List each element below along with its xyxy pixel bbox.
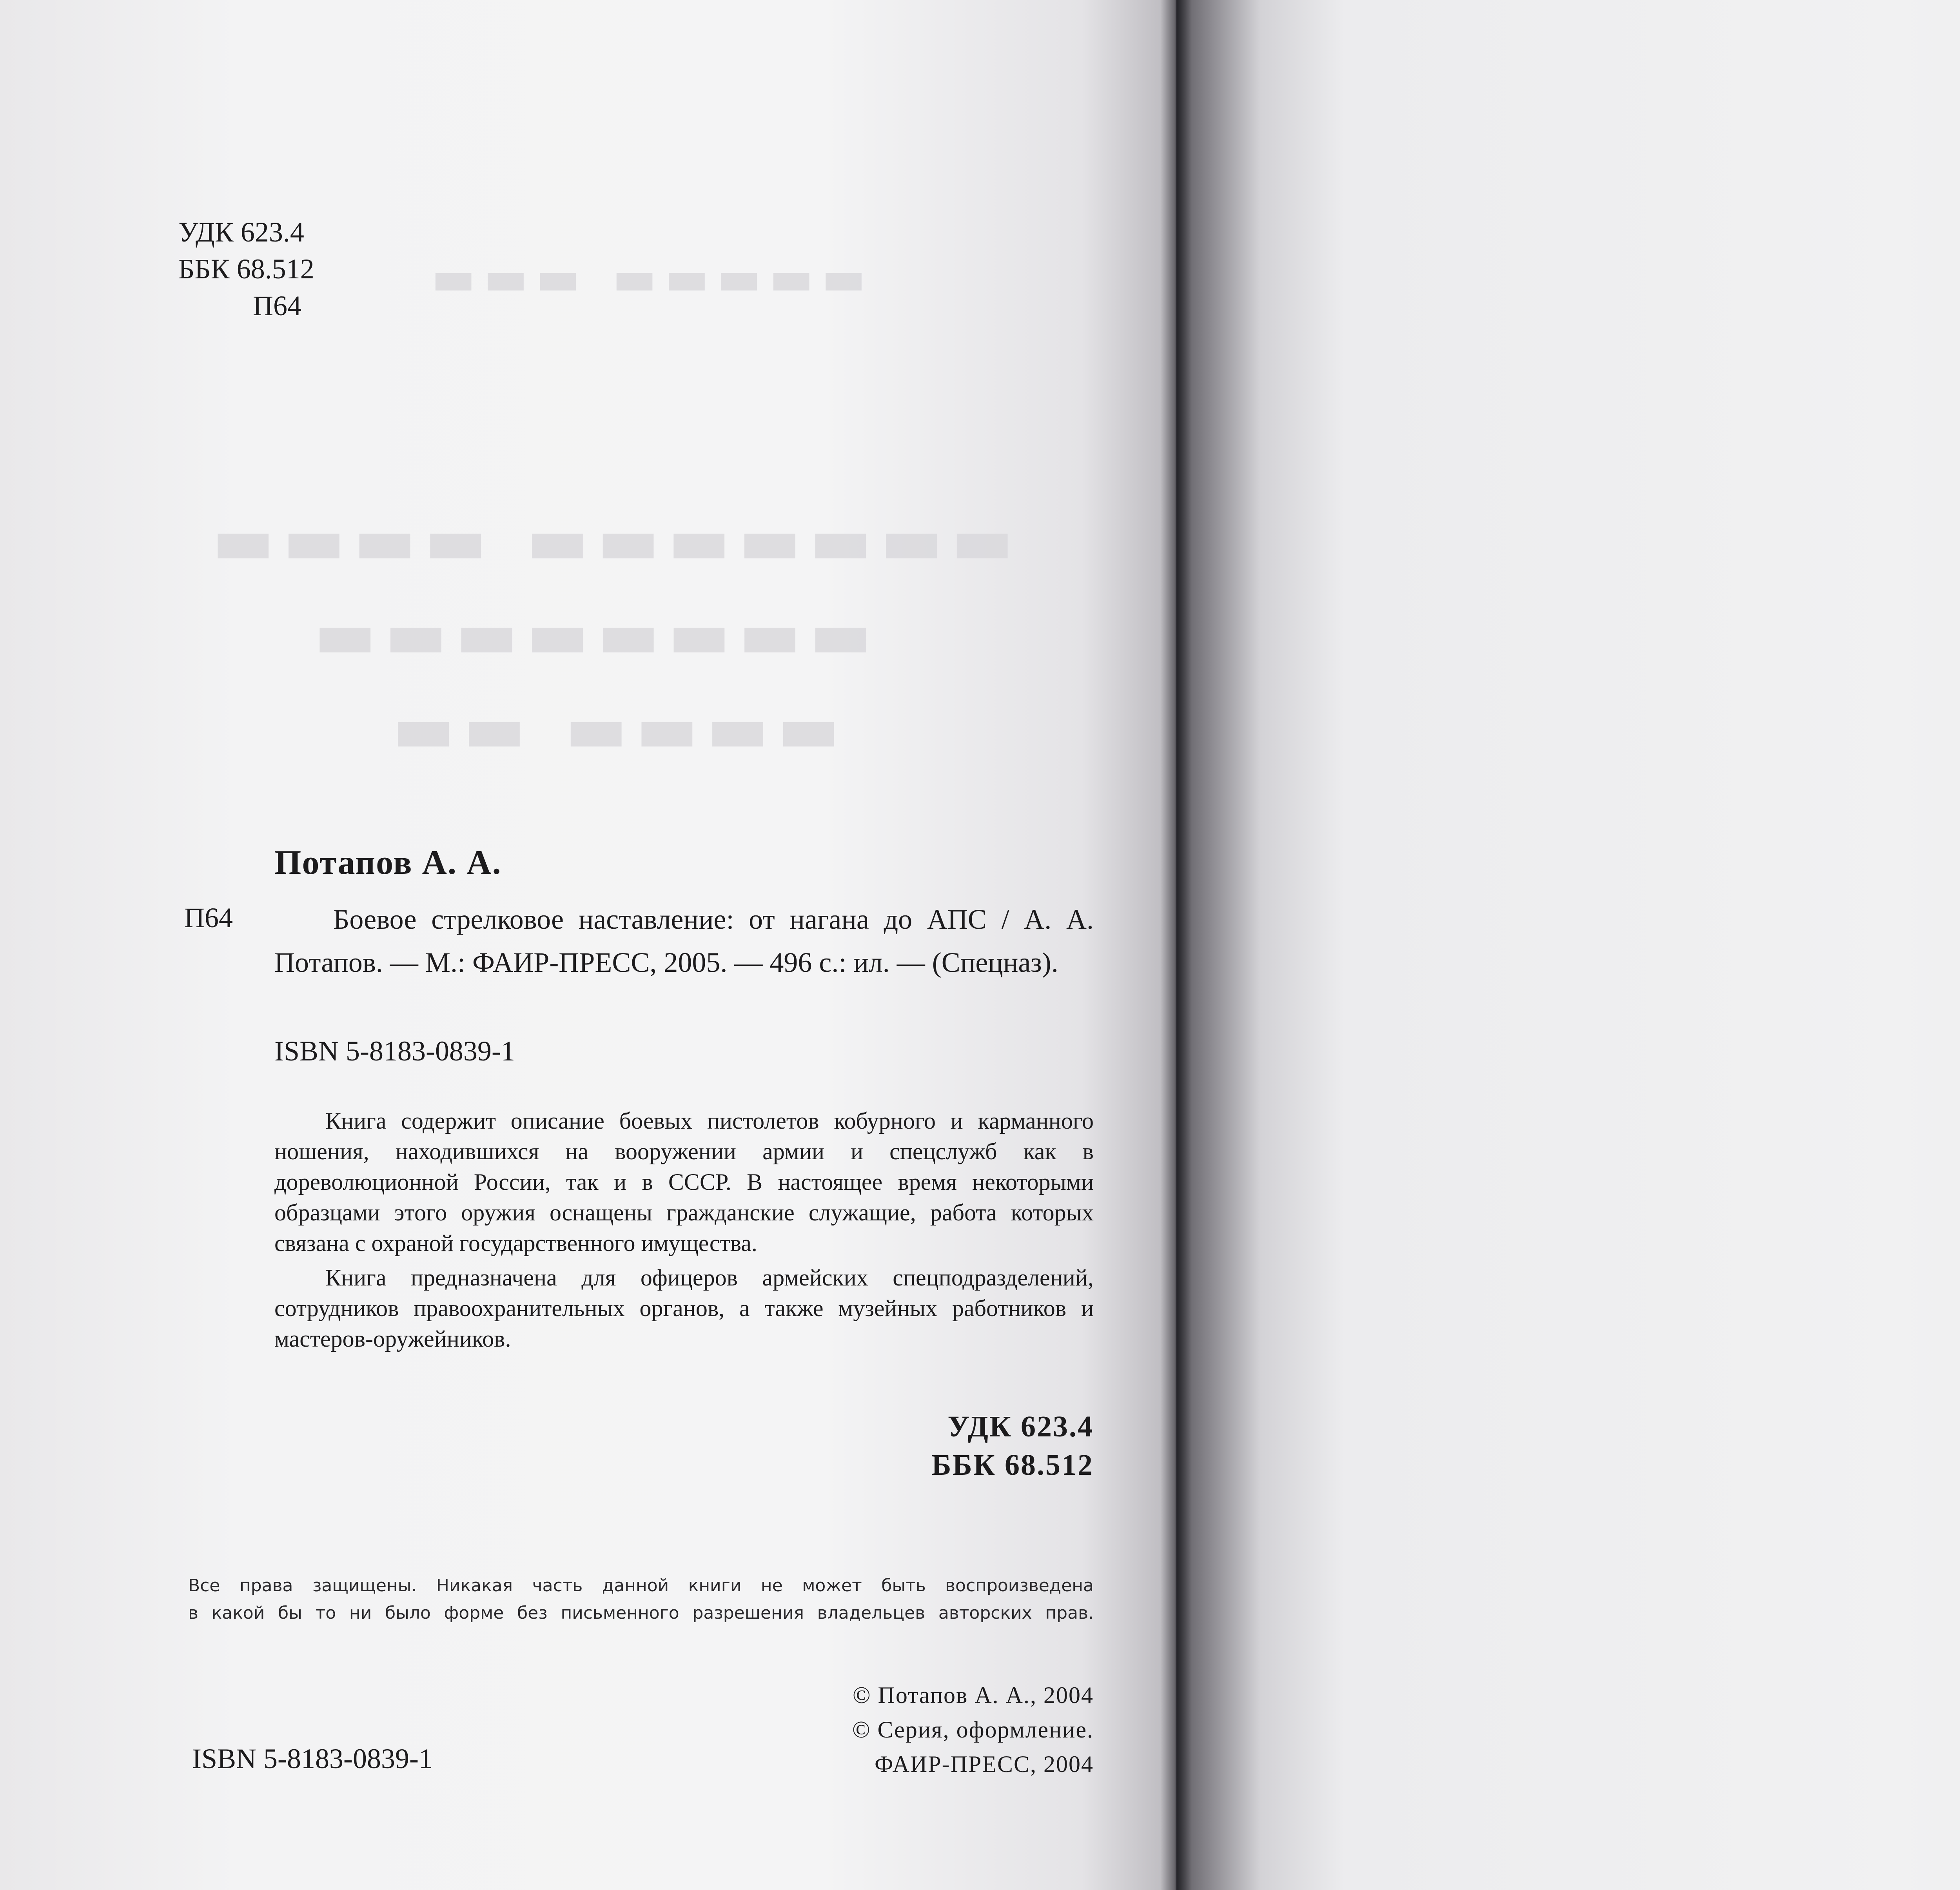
annotation-paragraph: Книга содержит описание боевых пистолетов кобурного и карманного ношения, находившихся на вооружении армии и спецслужб как в дореволюционной России, так и в СССР. В настоящее время некоторыми образцами этого оружия оснащены гражданские служащие, работа которых связана с охраной государственного имущества. (274, 1108, 1094, 1256)
copyright-series: © Серия, оформление. (852, 1717, 1094, 1743)
bib-catalog-code: П64 (184, 902, 233, 933)
right-page (1176, 0, 1960, 1890)
udk-code-bold: УДК 623.4 (947, 1410, 1094, 1443)
bbk-code: ББК 68.512 (178, 253, 314, 285)
classification-codes-bold (784, 1407, 1094, 1484)
copyright-publisher: ФАИР-ПРЕСС, 2004 (874, 1751, 1094, 1777)
bleed-through-shadow: ▬▬▬▬ ▬▬▬▬▬▬▬ (212, 502, 1022, 579)
rights-line: Все права защищены. Никакая часть данной книги не может быть воспроизведена (188, 1576, 1094, 1596)
bleed-through-shadow: ▬▬▬▬▬▬▬▬ (314, 596, 880, 674)
author-heading: Потапов А. А. (274, 844, 502, 882)
catalog-code: П64 (253, 290, 301, 321)
udk-code: УДК 623.4 (178, 216, 304, 248)
annotation (274, 1106, 1094, 1358)
bleed-through-shadow: ▬▬▬ ▬▬▬▬▬ (431, 251, 874, 305)
isbn-top: ISBN 5-8183-0839-1 (274, 1035, 515, 1067)
rights-notice (188, 1572, 1094, 1627)
bibliographic-description: Боевое стрелковое наставление: от нагана до АПС / А. А. Потапов. — М.: ФАИР-ПРЕСС, 2005. — 496 с.: ил. — (Спецназ). (274, 904, 1094, 978)
copyright-author: © Потапов А. А., 2004 (852, 1682, 1094, 1708)
bbk-code-bold: ББК 68.512 (931, 1449, 1094, 1481)
rights-line: в какой бы то ни было форме без письменного разрешения владельцев авторских прав. (188, 1603, 1094, 1623)
isbn-bottom: ISBN 5-8183-0839-1 (192, 1743, 433, 1774)
gutter-shadow (1160, 0, 1192, 1890)
bleed-through-shadow: ▬▬ ▬▬▬▬ (392, 690, 848, 768)
copyright-block (706, 1678, 1094, 1781)
classification-codes (178, 214, 314, 324)
annotation-paragraph: Книга предназначена для офицеров армейских спецподразделений, сотрудников правоохранительных органов, а также музейных работников и мастеров-оружейников. (274, 1265, 1094, 1352)
